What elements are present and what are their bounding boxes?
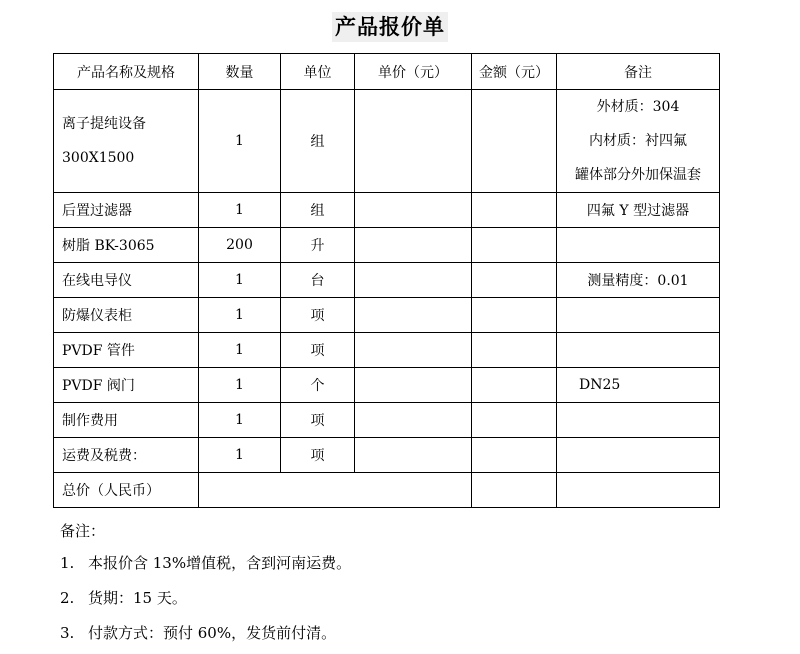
remark-text: 付款方式：预付 60%，发货前付清。 bbox=[88, 624, 337, 642]
cell-qty: 1 bbox=[199, 403, 281, 438]
cell-amount bbox=[472, 263, 557, 298]
cell-qty: 1 bbox=[199, 333, 281, 368]
remark-number: 2. bbox=[60, 589, 75, 607]
cell-price bbox=[355, 368, 472, 403]
cell-note bbox=[557, 438, 720, 473]
remark-number: 3. bbox=[60, 624, 75, 642]
cell-unit: 项 bbox=[281, 333, 355, 368]
table-row bbox=[54, 90, 720, 193]
cell-price bbox=[355, 228, 472, 263]
cell-note bbox=[557, 298, 720, 333]
cell-product-name: PVDF 阀门 bbox=[54, 368, 199, 403]
note-line: 内材质：衬四氟 bbox=[589, 133, 687, 149]
cell-amount bbox=[472, 228, 557, 263]
cell-unit: 个 bbox=[281, 368, 355, 403]
cell-qty: 1 bbox=[199, 193, 281, 228]
cell-amount bbox=[472, 368, 557, 403]
cell-price bbox=[355, 263, 472, 298]
remark-text: 本报价含 13%增值税，含到河南运费。 bbox=[88, 554, 352, 572]
cell-note bbox=[557, 403, 720, 438]
total-label: 总价（人民币） bbox=[54, 473, 199, 508]
header-cell-qty: 数量 bbox=[199, 54, 281, 90]
cell-product-name bbox=[54, 90, 199, 193]
table-row bbox=[54, 263, 720, 298]
cell-qty: 1 bbox=[199, 90, 281, 193]
header-cell-price: 单价（元） bbox=[355, 54, 472, 90]
cell-unit: 组 bbox=[281, 90, 355, 193]
cell-product-name: 防爆仪表柜 bbox=[54, 298, 199, 333]
cell-note: 四氟 Y 型过滤器 bbox=[557, 193, 720, 228]
cell-product-name: 运费及税费： bbox=[54, 438, 199, 473]
cell-note: 测量精度：0.01 bbox=[557, 263, 720, 298]
cell-note bbox=[557, 333, 720, 368]
table-row bbox=[54, 438, 720, 473]
remark-number: 1. bbox=[60, 554, 75, 572]
cell-product-name: 制作费用 bbox=[54, 403, 199, 438]
cell-price bbox=[355, 298, 472, 333]
cell-product-name: 在线电导仪 bbox=[54, 263, 199, 298]
cell-unit: 组 bbox=[281, 193, 355, 228]
cell-qty: 1 bbox=[199, 298, 281, 333]
cell-note: DN25 bbox=[557, 368, 720, 403]
cell-unit: 项 bbox=[281, 298, 355, 333]
product-spec-line: 300X1500 bbox=[62, 150, 135, 166]
cell-unit: 项 bbox=[281, 403, 355, 438]
cell-amount bbox=[472, 193, 557, 228]
table-header-row bbox=[54, 54, 720, 90]
remarks-section bbox=[60, 516, 351, 651]
total-row bbox=[54, 473, 720, 508]
total-amount-cell bbox=[472, 473, 557, 508]
cell-amount bbox=[472, 333, 557, 368]
total-merged-cell bbox=[199, 473, 472, 508]
cell-price bbox=[355, 90, 472, 193]
cell-amount bbox=[472, 298, 557, 333]
cell-qty: 1 bbox=[199, 368, 281, 403]
remarks-heading: 备注： bbox=[60, 522, 106, 540]
cell-qty: 1 bbox=[199, 263, 281, 298]
cell-price bbox=[355, 438, 472, 473]
total-note-cell bbox=[557, 473, 720, 508]
page-title: 产品报价单 bbox=[332, 12, 448, 42]
header-cell-amount: 金额（元） bbox=[472, 54, 557, 90]
cell-qty: 200 bbox=[199, 228, 281, 263]
table-row bbox=[54, 298, 720, 333]
cell-amount bbox=[472, 438, 557, 473]
cell-product-name: 树脂 BK-3065 bbox=[54, 228, 199, 263]
remark-item bbox=[60, 616, 351, 651]
table-row bbox=[54, 228, 720, 263]
cell-price bbox=[355, 333, 472, 368]
cell-price bbox=[355, 193, 472, 228]
header-cell-name: 产品名称及规格 bbox=[54, 54, 199, 90]
header-cell-unit: 单位 bbox=[281, 54, 355, 90]
cell-unit: 项 bbox=[281, 438, 355, 473]
note-line: 罐体部分外加保温套 bbox=[575, 167, 701, 183]
table-row bbox=[54, 193, 720, 228]
remark-text: 货期：15 天。 bbox=[88, 589, 187, 607]
header-cell-note: 备注 bbox=[557, 54, 720, 90]
table-row bbox=[54, 368, 720, 403]
cell-amount bbox=[472, 90, 557, 193]
table-row bbox=[54, 333, 720, 368]
remark-item bbox=[60, 546, 351, 581]
cell-note bbox=[557, 90, 720, 193]
cell-amount bbox=[472, 403, 557, 438]
cell-product-name: 后置过滤器 bbox=[54, 193, 199, 228]
cell-qty: 1 bbox=[199, 438, 281, 473]
cell-product-name: PVDF 管件 bbox=[54, 333, 199, 368]
cell-note bbox=[557, 228, 720, 263]
cell-unit: 升 bbox=[281, 228, 355, 263]
product-name-line: 离子提纯设备 bbox=[62, 116, 146, 132]
remark-item bbox=[60, 581, 351, 616]
cell-unit: 台 bbox=[281, 263, 355, 298]
cell-price bbox=[355, 403, 472, 438]
table-row bbox=[54, 403, 720, 438]
quote-table bbox=[53, 53, 720, 508]
note-line: 外材质：304 bbox=[596, 99, 680, 115]
